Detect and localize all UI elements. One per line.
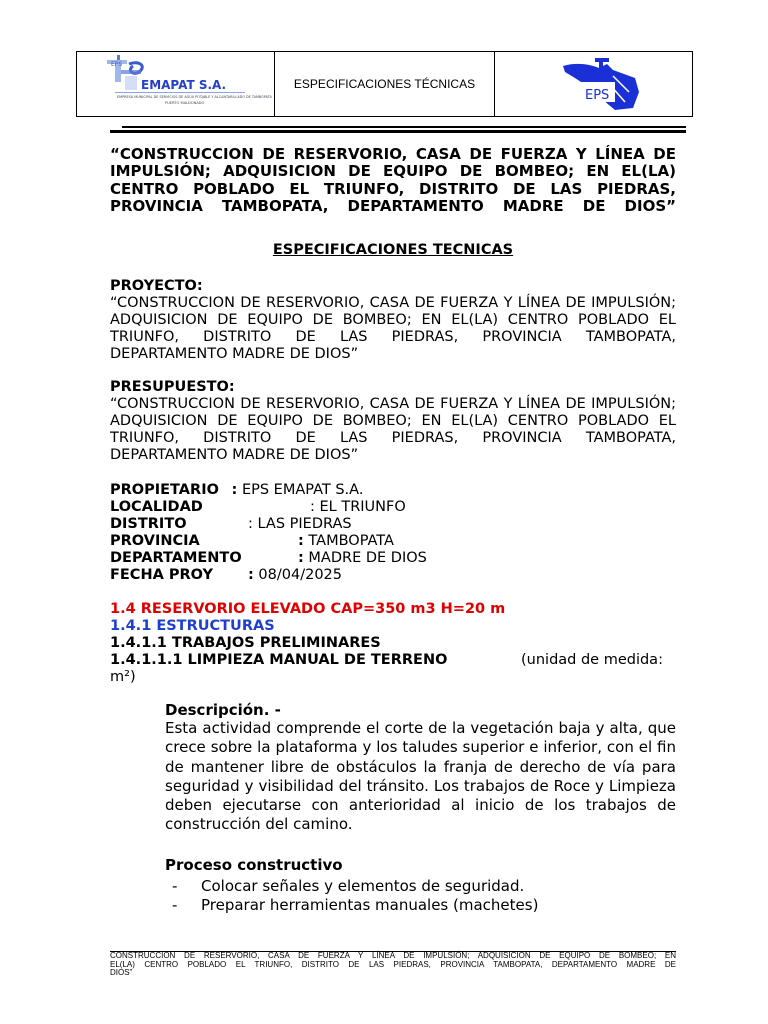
field-sep: : — [231, 482, 238, 498]
header-title: ESPECIFICACIONES TÉCNICAS — [275, 52, 495, 116]
emapat-logo — [77, 52, 275, 116]
descripcion-text: Esta actividad comprende el corte de la vegetación baja y alta, que crece sobre la plataforma y los taludes superior e inferior, con el fin de mantener libre de obstáculos la franja de derecho de vía para seguridad y visibilidad del tránsito. Los trabajos de Roce y Limpieza deben ejecutarse con anterioridad al inicio de los trabajos de construcción del camino. — [165, 719, 676, 834]
section-1-4-1-1: 1.4.1.1 TRABAJOS PRELIMINARES — [110, 635, 381, 651]
svg-text:PUERTO MALDONADO: PUERTO MALDONADO — [165, 101, 205, 105]
field-sep: : — [298, 533, 304, 549]
field-sep: : — [310, 499, 315, 515]
proyecto-label: PROYECTO: — [110, 278, 203, 294]
field-row — [110, 533, 394, 550]
footer-line: DIOS” — [110, 968, 133, 978]
field-sep: : — [298, 550, 304, 566]
header-rule-bottom — [110, 130, 686, 133]
main-title-line: CENTRO POBLADO EL TRIUNFO, DISTRITO DE LAS PIEDRAS, — [110, 179, 676, 198]
svg-text:EPS: EPS — [585, 88, 610, 103]
footer-line: CONSTRUCCION DE RESERVORIO, CASA DE FUERZA Y LÍNEA DE IMPULSIÓN; ADQUISICION DE EQUIPO DE BOMBEO; EN — [110, 951, 676, 960]
field-value: LAS PIEDRAS — [257, 516, 352, 532]
main-title-line: IMPULSIÓN; ADQUISICION DE EQUIPO DE BOMBEO; EN EL(LA) — [110, 162, 676, 181]
field-label: DEPARTAMENTO — [110, 550, 242, 566]
field-value: EPS EMAPAT S.A. — [241, 482, 364, 498]
field-row — [110, 499, 406, 516]
field-sep: : — [248, 567, 254, 583]
presupuesto-text: “CONSTRUCCION DE RESERVORIO, CASA DE FUERZA Y LÍNEA DE IMPULSIÓN; ADQUISICION DE EQUIPO DE BOMBEO; EN EL(LA) CENTRO POBLADO EL TRIUNFO, DISTRITO DE LAS PIEDRAS, PROVINCIA TAMBOPATA, DEPARTAMENTO MADRE DE DIOS” — [110, 396, 676, 463]
main-title — [110, 146, 676, 215]
section-heading: ESPECIFICACIONES TECNICAS — [272, 242, 514, 258]
footer-line: EL(LA) CENTRO POBLADO EL TRIUNFO, DISTRITO DE LAS PIEDRAS, PROVINCIA TAMBOPATA, DEPARTAMENTO MADRE DE — [110, 959, 676, 969]
bullet: - — [172, 896, 178, 914]
proyecto-block — [110, 278, 676, 363]
svg-text:EMPRESA MUNICIPAL DE SERVICIOS: EMPRESA MUNICIPAL DE SERVICIOS DE AGUA POTABLE Y ALCANTARILLADO DE TAMBOPATA — [117, 95, 272, 99]
svg-text:EPS: EPS — [111, 61, 123, 68]
emapat-logo-icon — [77, 52, 274, 116]
field-label: PROVINCIA — [110, 533, 200, 549]
presupuesto-label: PRESUPUESTO: — [110, 379, 235, 395]
section-1-4-1: 1.4.1 ESTRUCTURAS — [110, 618, 275, 634]
list-item — [172, 878, 524, 895]
presupuesto-block — [110, 379, 676, 464]
svg-text:EMAPAT S.A.: EMAPAT S.A. — [141, 78, 227, 92]
proceso-heading: Proceso constructivo — [165, 856, 343, 874]
field-value: MADRE DE DIOS — [308, 550, 427, 566]
field-row — [110, 482, 363, 499]
field-label: PROPIETARIO — [110, 482, 219, 498]
field-label: LOCALIDAD — [110, 499, 203, 515]
field-value: TAMBOPATA — [308, 533, 394, 549]
list-item-text: Colocar señales y elementos de seguridad. — [201, 877, 525, 895]
eps-logo — [495, 52, 692, 116]
field-label: DISTRITO — [110, 516, 187, 532]
descripcion-heading: Descripción. - — [165, 701, 281, 719]
main-title-line: PROVINCIA TAMBOPATA, DEPARTAMENTO MADRE DE DIOS” — [110, 196, 676, 215]
section-1-4-1-1-1: 1.4.1.1.1 LIMPIEZA MANUAL DE TERRENO — [110, 652, 448, 668]
field-value: 08/04/2025 — [258, 567, 342, 583]
unit-of-measure-cont: m²) — [110, 669, 136, 685]
field-row — [110, 550, 427, 567]
document-header — [76, 51, 693, 117]
section-1-4: 1.4 RESERVORIO ELEVADO CAP=350 m3 H=20 m — [110, 601, 506, 617]
proyecto-text: “CONSTRUCCION DE RESERVORIO, CASA DE FUERZA Y LÍNEA DE IMPULSIÓN; ADQUISICION DE EQUIPO DE BOMBEO; EN EL(LA) CENTRO POBLADO EL TRIUNFO, DISTRITO DE LAS PIEDRAS, PROVINCIA TAMBOPATA, DEPARTAMENTO MADRE DE DIOS” — [110, 295, 676, 362]
field-label: FECHA PROY — [110, 567, 213, 583]
field-row — [110, 567, 342, 584]
main-title-line: “CONSTRUCCION DE RESERVORIO, CASA DE FUERZA Y LÍNEA DE — [110, 145, 676, 163]
eps-logo-icon — [495, 52, 692, 116]
field-value: EL TRIUNFO — [319, 499, 406, 515]
page-footer — [110, 952, 676, 978]
list-item — [172, 897, 538, 914]
field-row — [110, 516, 352, 533]
header-rule-top — [122, 126, 686, 128]
field-sep: : — [248, 516, 253, 532]
bullet: - — [172, 877, 178, 895]
unit-of-measure: (unidad de medida: — [521, 652, 663, 668]
list-item-text: Preparar herramientas manuales (machetes) — [201, 896, 539, 914]
